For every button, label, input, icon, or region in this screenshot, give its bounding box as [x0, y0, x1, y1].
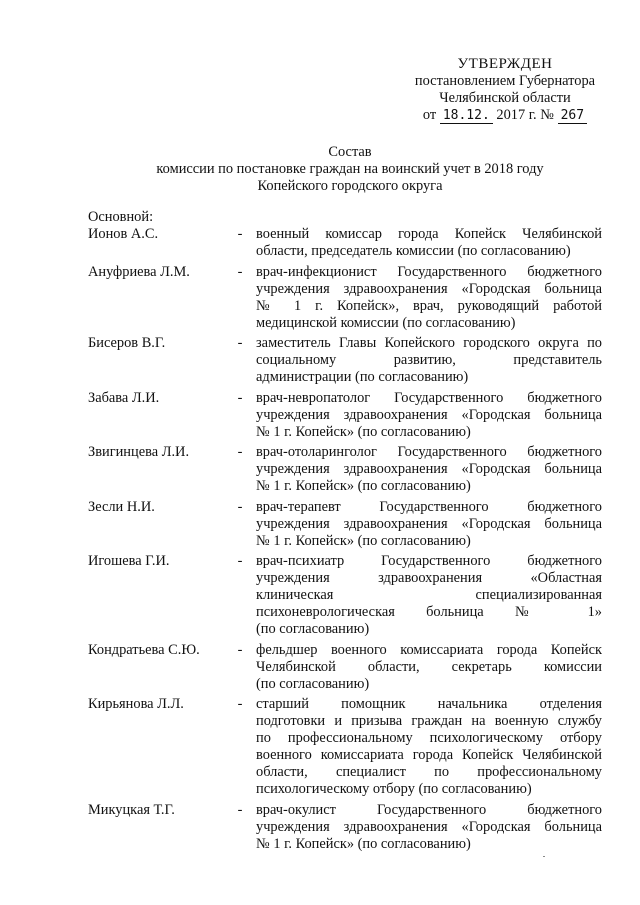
- member-dash: -: [237, 641, 243, 658]
- member-role: [256, 264, 602, 332]
- member-dash: -: [237, 444, 243, 460]
- member-name: Забава Л.И.: [88, 389, 160, 406]
- title-line-2: комиссии по постановке граждан на воинский учет в 2018 году: [156, 161, 544, 177]
- member-role-line: по профессиональному психологическому отбору: [256, 730, 602, 746]
- approval-number: 267: [558, 109, 587, 124]
- member-role: [256, 335, 602, 386]
- approval-date-prefix: от: [422, 107, 437, 123]
- member-role-line: учреждения здравоохранения «Городская больница: [256, 461, 602, 477]
- member-role-line: медицинской комиссии (по согласованию): [256, 314, 516, 331]
- title-line-3: Копейского городского округа: [257, 178, 443, 194]
- member-name: Звигинцева Л.И.: [88, 444, 190, 460]
- member-name: Зесли Н.И.: [88, 498, 155, 515]
- member-role-line: врач-отоларинголог Государственного бюджетного: [256, 444, 602, 460]
- member-role-line: № 1 г. Копейск», врач, руководящий работой: [256, 297, 602, 314]
- member-dash: -: [237, 696, 243, 712]
- member-name: Игошева Г.И.: [88, 553, 170, 569]
- member-role: [256, 226, 602, 260]
- approval-date-line: [400, 107, 610, 124]
- member-role-line: врач-инфекционист Государственного бюджетного: [256, 263, 602, 280]
- approval-date-value: 18.12.: [440, 109, 493, 124]
- member-role-line: врач-невропатолог Государственного бюджетного: [256, 389, 602, 406]
- member-dash: -: [237, 498, 243, 515]
- title-line-1: Состав: [328, 144, 372, 160]
- member-role-line: военного комиссариата города Копейск Челябинской: [256, 747, 602, 763]
- member-role-line: врач-терапевт Государственного бюджетного: [256, 498, 602, 515]
- member-role-line: старший помощник начальника отделения: [256, 696, 602, 712]
- section-label: Основной:: [88, 209, 154, 225]
- member-role-line: социальному развитию, представитель: [256, 352, 602, 368]
- member-role-line: учреждения здравоохранения «Городская больница: [256, 406, 602, 423]
- member-name: Кирьянова Л.Л.: [88, 696, 184, 712]
- member-name: Кондратьева С.Ю.: [88, 641, 200, 658]
- member-role-line: учреждения здравоохранения «Областная: [256, 570, 602, 586]
- approval-heading: УТВЕРЖДЕН: [457, 56, 553, 72]
- member-name: Бисеров В.Г.: [88, 335, 166, 351]
- member-role-line: психологическому отбору (по согласованию): [256, 781, 532, 797]
- member-role-line: учреждения здравоохранения «Городская больница: [256, 818, 602, 835]
- document-title: [80, 144, 620, 195]
- member-name: Микуцкая Т.Г.: [88, 801, 175, 818]
- member-role-line: № 1 г. Копейск» (по согласованию): [256, 478, 471, 494]
- member-role-line: врач-окулист Государственного бюджетного: [256, 801, 602, 818]
- member-role-line: № 1 г. Копейск» (по согласованию): [256, 835, 471, 852]
- member-dash: -: [237, 553, 243, 569]
- member-role-line: (по согласованию): [256, 621, 370, 637]
- member-role: [256, 642, 602, 693]
- approval-line-1: постановлением Губернатора: [414, 73, 596, 89]
- member-role-line: военный комиссар города Копейск Челябинской: [256, 226, 602, 242]
- member-role-line: Челябинской области, секретарь комиссии: [256, 658, 602, 675]
- approval-line-2: Челябинской области: [439, 90, 571, 106]
- member-dash: -: [237, 801, 243, 818]
- member-role-line: клиническая специализированная: [256, 587, 602, 603]
- member-role-line: фельдшер военного комиссариата города Копейск: [256, 641, 602, 658]
- member-name: Ануфриева Л.М.: [88, 263, 190, 280]
- member-dash: -: [237, 263, 243, 280]
- member-role-line: области, специалист по профессиональному: [256, 764, 602, 780]
- approval-date-year: 2017 г. №: [496, 107, 554, 123]
- member-role: [256, 444, 602, 495]
- member-dash: -: [237, 226, 243, 242]
- scan-speck: [543, 856, 545, 857]
- approval-stamp-block: [400, 56, 610, 124]
- member-role: [256, 553, 602, 638]
- member-role: [256, 802, 602, 853]
- member-role-line: (по согласованию): [256, 675, 370, 692]
- member-role-line: психоневрологическая больница № 1»: [256, 604, 602, 620]
- member-name: Ионов А.С.: [88, 226, 159, 242]
- member-role-line: учреждения здравоохранения «Городская больница: [256, 280, 602, 297]
- member-role-line: области, председатель комиссии (по согласованию): [256, 243, 571, 259]
- member-role-line: № 1 г. Копейск» (по согласованию): [256, 532, 471, 549]
- member-role-line: заместитель Главы Копейского городского округа по: [256, 335, 602, 351]
- member-role: [256, 696, 602, 798]
- member-role: [256, 390, 602, 441]
- member-role-line: врач-психиатр Государственного бюджетного: [256, 553, 602, 569]
- member-role: [256, 499, 602, 550]
- member-role-line: подготовки и призыва граждан на военную службу: [256, 713, 602, 729]
- member-role-line: № 1 г. Копейск» (по согласованию): [256, 423, 471, 440]
- member-role-line: администрации (по согласованию): [256, 369, 469, 385]
- member-dash: -: [237, 389, 243, 406]
- member-role-line: учреждения здравоохранения «Городская больница: [256, 515, 602, 532]
- member-dash: -: [237, 335, 243, 351]
